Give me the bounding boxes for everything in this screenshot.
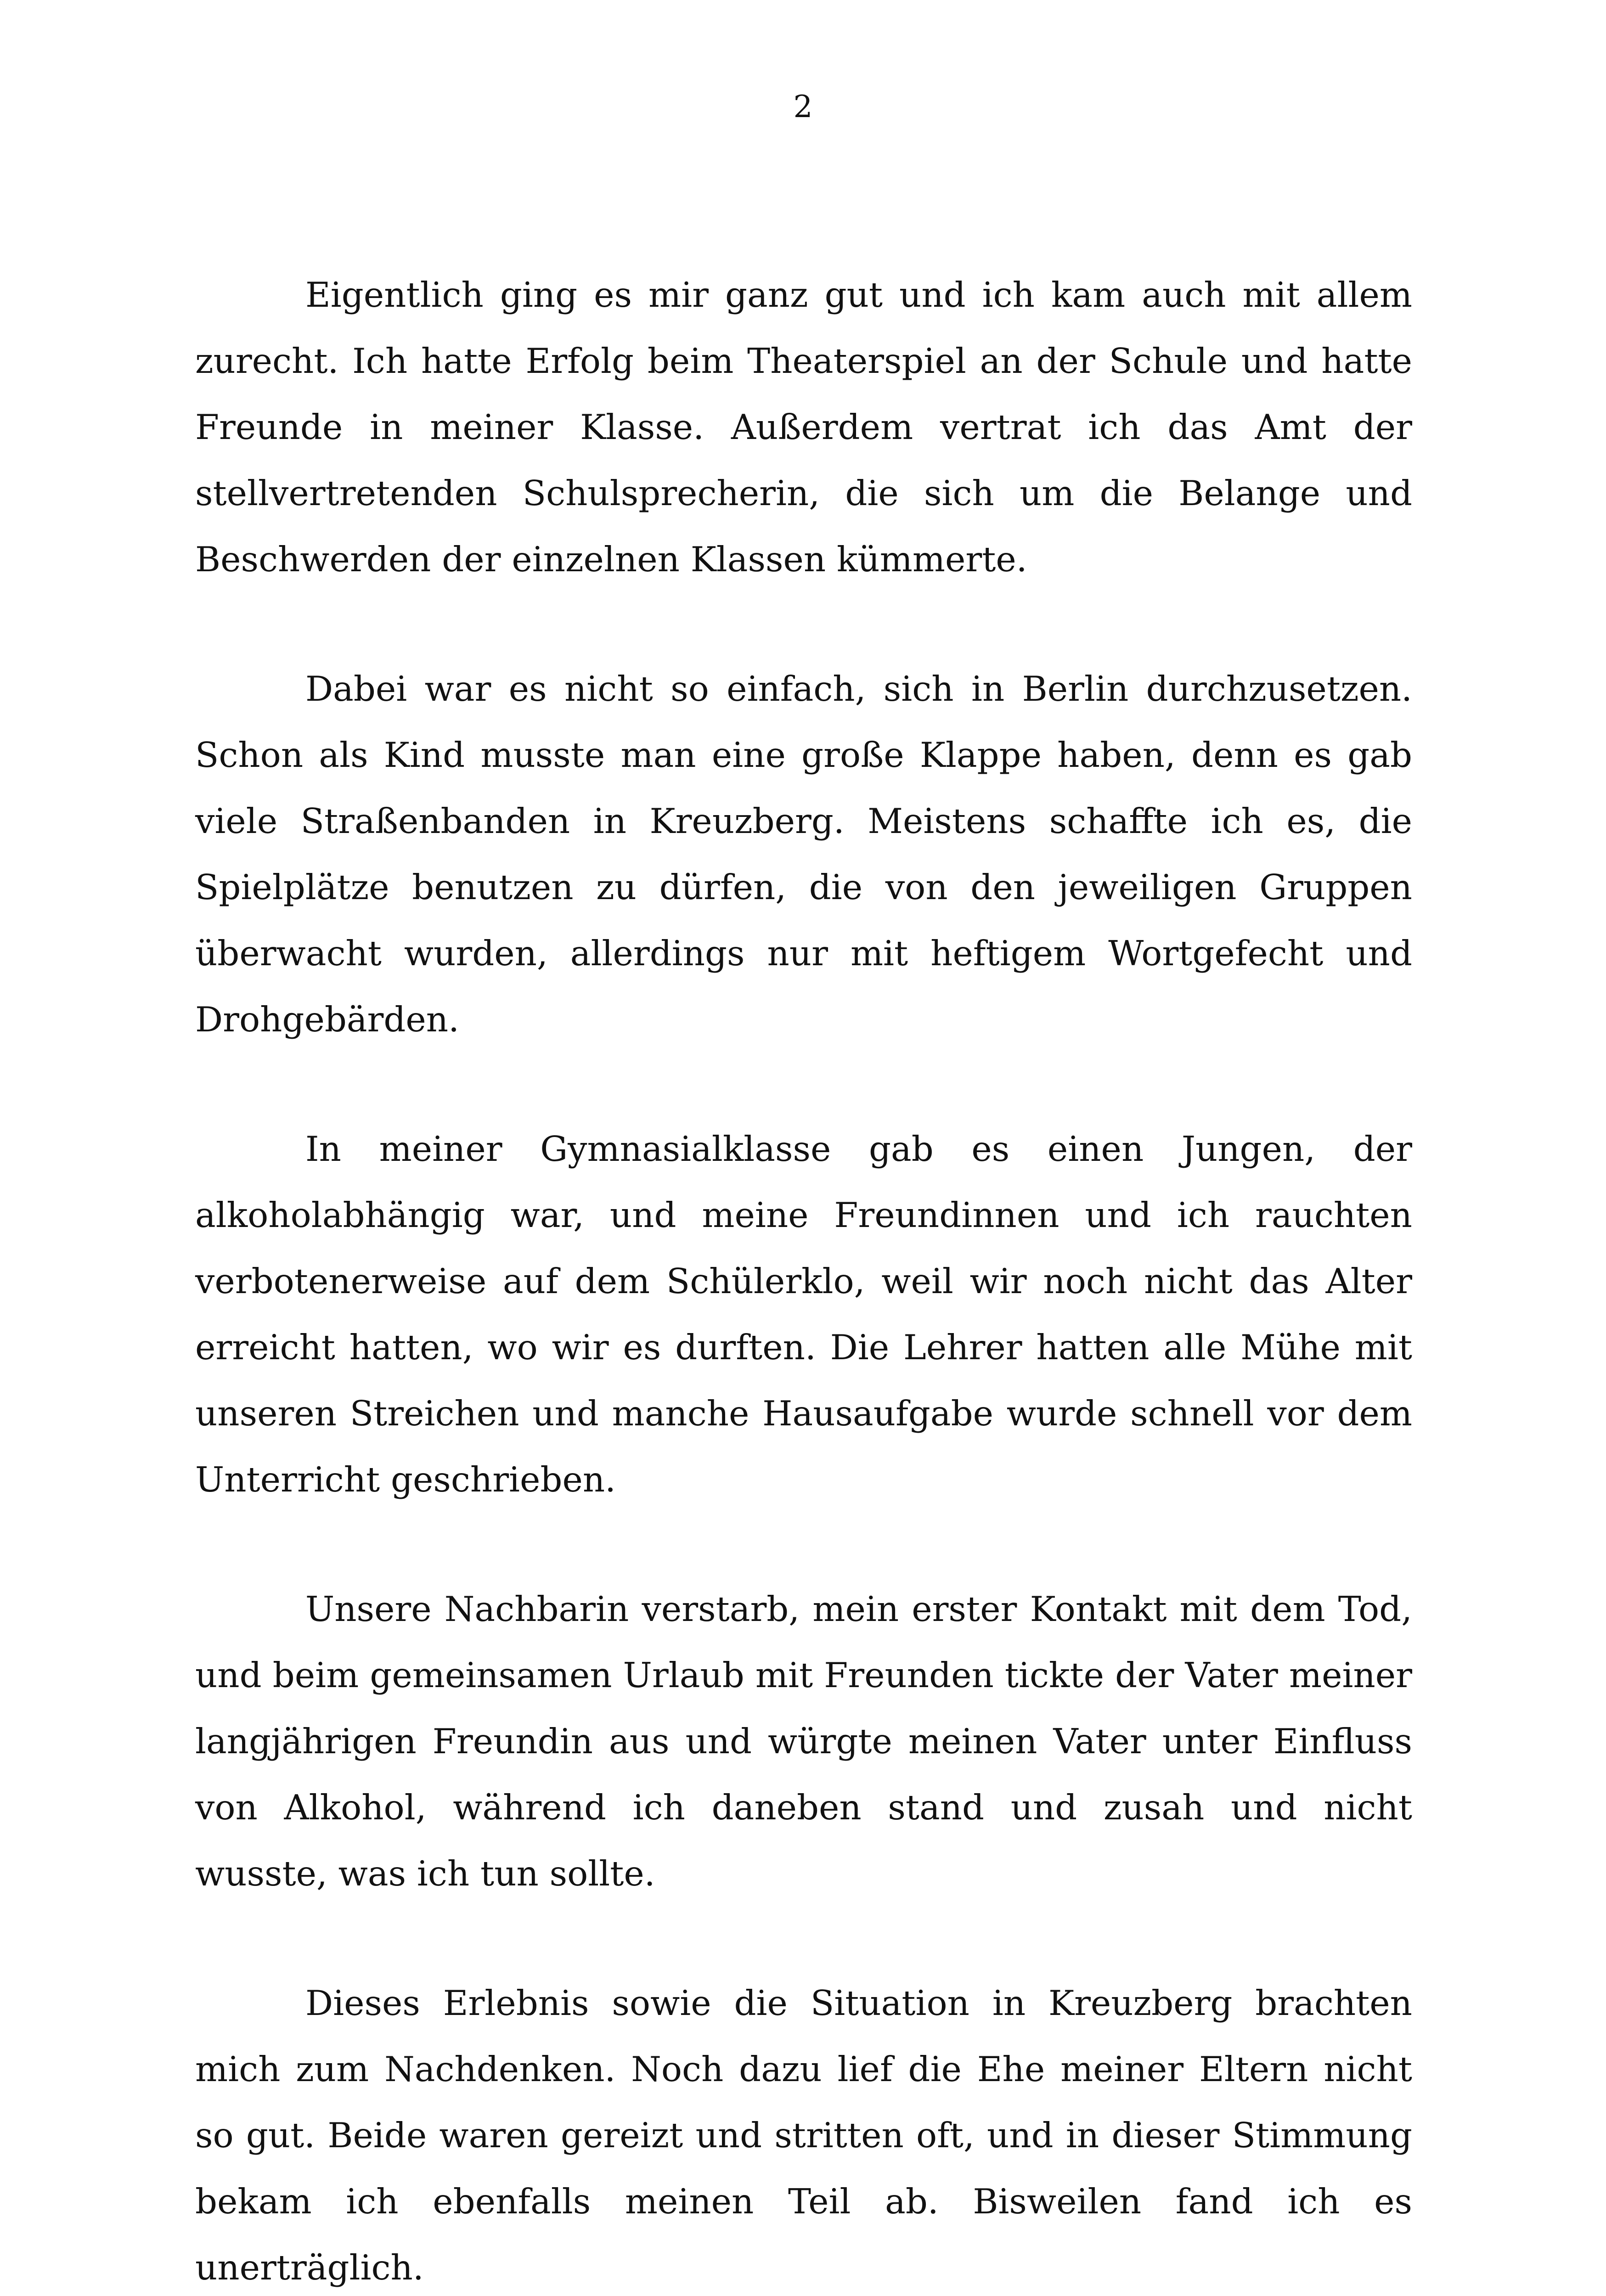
paragraph: Eigentlich ging es mir ganz gut und ich kam auch mit allem zurecht. Ich hatte Erfolg beim Theaterspiel an der Schule und hatte Freunde in meiner Klasse. Außerdem vertrat ich das Amt der stellvertretenden Schulsprecherin, die sich um die Belange und Beschwerden der einzelnen Klassen kümmerte.: [195, 275, 1412, 580]
paragraph: Dabei war es nicht so einfach, sich in Berlin durchzusetzen. Schon als Kind musste man eine große Klappe haben, denn es gab viele Straßenbanden in Kreuzberg. Meistens schaffte ich es, die Spielplätze benutzen zu dürfen, die von den jeweiligen Gruppen überwacht wurden, allerdings nur mit heftigem Wortgefecht und Drohgebärden.: [195, 669, 1412, 1040]
paragraph: In meiner Gymnasialklasse gab es einen Jungen, der alkoholabhängig war, und meine Freundinnen und ich rauchten verbotenerweise auf dem Schülerklo, weil wir noch nicht das Alter erreicht hatten, wo wir es durften. Die Lehrer hatten alle Mühe mit unseren Streichen und manche Hausaufgabe wurde schnell vor dem Unterricht geschrieben.: [195, 1129, 1412, 1500]
paragraph: Dieses Erlebnis sowie die Situation in Kreuzberg brachten mich zum Nachdenken. Noch dazu lief die Ehe meiner Eltern nicht so gut. Beide waren gereizt und stritten oft, und in dieser Stimmung bekam ich ebenfalls meinen Teil ab. Bisweilen fand ich es unerträglich.: [195, 1983, 1412, 2288]
page-number: 2: [793, 89, 813, 124]
body-text: [195, 262, 1412, 2296]
paragraph: Unsere Nachbarin verstarb, mein erster Kontakt mit dem Tod, und beim gemeinsamen Urlaub mit Freunden tickte der Vater meiner langjährigen Freundin aus und würgte meinen Vater unter Einfluss von Alkohol, während ich daneben stand und zusah und nicht wusste, was ich tun sollte.: [195, 1589, 1412, 1894]
